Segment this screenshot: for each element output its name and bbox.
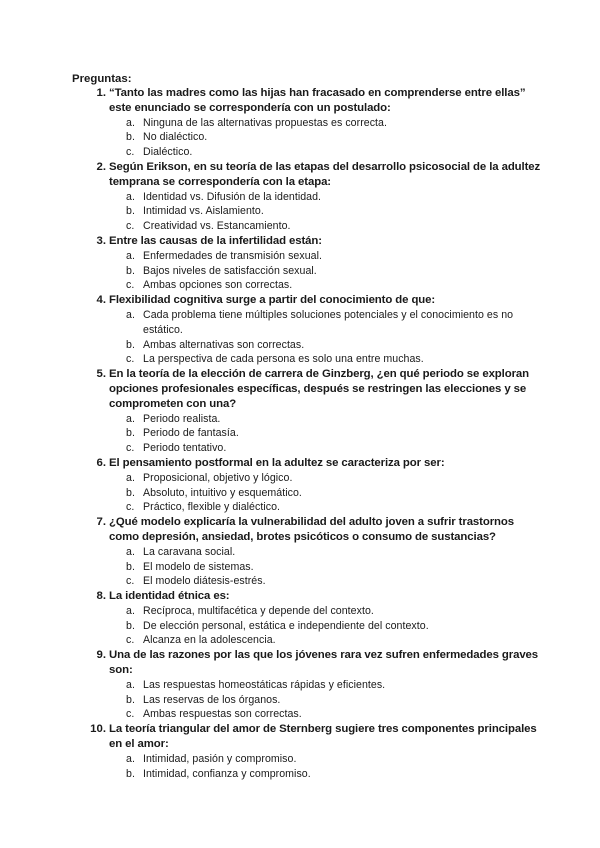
option-text: El modelo diátesis-estrés. bbox=[143, 575, 266, 588]
answer-option bbox=[109, 264, 542, 279]
option-letter: c. bbox=[126, 220, 135, 233]
question-item bbox=[72, 456, 542, 515]
option-letter: a. bbox=[126, 116, 135, 129]
option-text: Enfermedades de transmisión sexual. bbox=[143, 249, 322, 262]
option-list bbox=[109, 249, 542, 293]
question-text: La identidad étnica es: bbox=[109, 590, 230, 603]
option-list bbox=[109, 190, 542, 234]
question-text: “Tanto las madres como las hijas han fracasado en comprenderse entre ellas” este enunciado se correspondería con un postulado: bbox=[109, 87, 526, 114]
answer-option bbox=[109, 500, 542, 515]
option-list bbox=[109, 545, 542, 589]
option-text: Ambas respuestas son correctas. bbox=[143, 708, 302, 721]
option-letter: a. bbox=[126, 249, 135, 262]
option-letter: a. bbox=[126, 678, 135, 691]
answer-option bbox=[109, 486, 542, 501]
option-letter: a. bbox=[126, 604, 135, 617]
option-text: Proposicional, objetivo y lógico. bbox=[143, 471, 293, 484]
option-letter: a. bbox=[126, 308, 135, 321]
option-text: Las respuestas homeostáticas rápidas y eficientes. bbox=[143, 678, 386, 691]
option-letter: b. bbox=[126, 560, 135, 573]
document-heading: Preguntas: bbox=[72, 73, 132, 85]
question-number: 3. bbox=[96, 234, 106, 247]
question-text: Una de las razones por las que los jóvenes rara vez sufren enfermedades graves son: bbox=[109, 649, 539, 677]
option-list bbox=[109, 471, 542, 515]
answer-option bbox=[109, 678, 542, 693]
option-text: La caravana social. bbox=[143, 545, 236, 558]
answer-option bbox=[109, 352, 542, 367]
answer-option bbox=[109, 278, 542, 293]
option-text: Ambas alternativas son correctas. bbox=[143, 338, 305, 351]
answer-option bbox=[109, 249, 542, 264]
answer-option bbox=[109, 441, 542, 456]
option-letter: b. bbox=[126, 131, 135, 144]
option-text: Cada problema tiene múltiples soluciones potenciales y el conocimiento es no estático. bbox=[143, 308, 514, 336]
answer-option bbox=[109, 767, 542, 782]
question-number: 2. bbox=[96, 160, 106, 173]
option-letter: b. bbox=[126, 338, 135, 351]
option-text: De elección personal, estática e independiente del contexto. bbox=[143, 619, 429, 632]
question-item bbox=[72, 589, 542, 648]
answer-option bbox=[109, 116, 542, 131]
option-letter: a. bbox=[126, 412, 135, 425]
question-item bbox=[72, 515, 542, 589]
answer-option bbox=[109, 145, 542, 160]
question-text: El pensamiento postformal en la adultez se caracteriza por ser: bbox=[109, 456, 445, 469]
option-letter: b. bbox=[126, 264, 135, 277]
answer-option bbox=[109, 471, 542, 486]
question-number: 7. bbox=[96, 516, 106, 529]
option-letter: b. bbox=[126, 486, 135, 499]
option-letter: c. bbox=[126, 353, 135, 366]
option-text: Creatividad vs. Estancamiento. bbox=[143, 220, 291, 233]
option-text: Recíproca, multifacética y depende del contexto. bbox=[143, 604, 374, 617]
question-text: En la teoría de la elección de carrera de Ginzberg, ¿en qué periodo se exploran opciones profesionales específicas, después se restringen las elecciones y se comprometen con una? bbox=[109, 368, 530, 410]
option-letter: a. bbox=[126, 471, 135, 484]
question-number: 9. bbox=[96, 649, 106, 662]
option-letter: c. bbox=[126, 279, 135, 292]
option-text: Las reservas de los órganos. bbox=[143, 693, 281, 706]
question-item bbox=[72, 234, 542, 293]
question-number: 8. bbox=[96, 590, 106, 603]
option-text: Periodo realista. bbox=[143, 412, 221, 425]
option-list bbox=[109, 116, 542, 160]
option-letter: b. bbox=[126, 767, 135, 780]
question-number: 1. bbox=[96, 87, 106, 99]
option-text: La perspectiva de cada persona es solo una entre muchas. bbox=[143, 353, 424, 366]
option-text: Identidad vs. Difusión de la identidad. bbox=[143, 190, 322, 203]
option-letter: b. bbox=[126, 205, 135, 218]
answer-option bbox=[109, 190, 542, 205]
option-letter: c. bbox=[126, 146, 135, 159]
answer-option bbox=[109, 619, 542, 634]
option-letter: c. bbox=[126, 442, 135, 455]
option-text: Dialéctico. bbox=[143, 146, 193, 159]
answer-option bbox=[109, 752, 542, 767]
question-item bbox=[72, 293, 542, 367]
question-text: Según Erikson, en su teoría de las etapas del desarrollo psicosocial de la adultez temprana se correspondería con la etapa: bbox=[109, 160, 541, 188]
question-text: Entre las causas de la infertilidad están: bbox=[109, 234, 322, 247]
question-item bbox=[72, 86, 542, 160]
option-text: Periodo tentativo. bbox=[143, 442, 227, 455]
answer-option bbox=[109, 707, 542, 722]
option-list bbox=[109, 678, 542, 722]
answer-option bbox=[109, 426, 542, 441]
option-list bbox=[109, 308, 542, 367]
option-text: Bajos niveles de satisfacción sexual. bbox=[143, 264, 317, 277]
answer-option bbox=[109, 412, 542, 427]
option-text: No dialéctico. bbox=[143, 131, 208, 144]
option-text: Ninguna de las alternativas propuestas es correcta. bbox=[143, 116, 387, 129]
answer-option bbox=[109, 308, 542, 338]
answer-option bbox=[109, 693, 542, 708]
option-text: Absoluto, intuitivo y esquemático. bbox=[143, 486, 302, 499]
question-list bbox=[72, 86, 542, 781]
question-item bbox=[72, 160, 542, 234]
question-item bbox=[72, 648, 542, 722]
question-item bbox=[72, 367, 542, 456]
option-letter: b. bbox=[126, 619, 135, 632]
question-text: La teoría triangular del amor de Sternberg sugiere tres componentes principales en el amor: bbox=[109, 723, 537, 751]
question-text: ¿Qué modelo explicaría la vulnerabilidad del adulto joven a sufrir trastornos como depresión, ansiedad, brotes psicóticos o consumo de sustancias? bbox=[109, 516, 514, 543]
answer-option bbox=[109, 633, 542, 648]
answer-option bbox=[109, 130, 542, 145]
option-letter: a. bbox=[126, 190, 135, 203]
answer-option bbox=[109, 338, 542, 353]
answer-option bbox=[109, 219, 542, 234]
option-list bbox=[109, 604, 542, 648]
option-letter: c. bbox=[126, 501, 135, 514]
option-letter: c. bbox=[126, 708, 135, 721]
option-letter: b. bbox=[126, 693, 135, 706]
option-text: Práctico, flexible y dialéctico. bbox=[143, 501, 281, 514]
option-text: El modelo de sistemas. bbox=[143, 560, 254, 573]
option-text: Intimidad vs. Aislamiento. bbox=[143, 205, 264, 218]
option-letter: a. bbox=[126, 545, 135, 558]
answer-option bbox=[109, 604, 542, 619]
option-text: Intimidad, confianza y compromiso. bbox=[143, 767, 311, 780]
question-text: Flexibilidad cognitiva surge a partir del conocimiento de que: bbox=[109, 294, 436, 307]
question-number: 4. bbox=[96, 294, 106, 307]
option-text: Periodo de fantasía. bbox=[143, 427, 239, 440]
answer-option bbox=[109, 560, 542, 575]
option-letter: b. bbox=[126, 427, 135, 440]
answer-option bbox=[109, 574, 542, 589]
option-text: Ambas opciones son correctas. bbox=[143, 279, 293, 292]
question-number: 6. bbox=[96, 456, 106, 469]
option-letter: c. bbox=[126, 634, 135, 647]
option-letter: a. bbox=[126, 752, 135, 765]
question-item bbox=[72, 722, 542, 781]
option-list bbox=[109, 752, 542, 782]
option-text: Intimidad, pasión y compromiso. bbox=[143, 752, 297, 765]
answer-option bbox=[109, 204, 542, 219]
option-text: Alcanza en la adolescencia. bbox=[143, 634, 276, 647]
question-number: 10. bbox=[90, 723, 106, 736]
option-list bbox=[109, 412, 542, 456]
answer-option bbox=[109, 545, 542, 560]
option-letter: c. bbox=[126, 575, 135, 588]
question-number: 5. bbox=[96, 368, 106, 381]
